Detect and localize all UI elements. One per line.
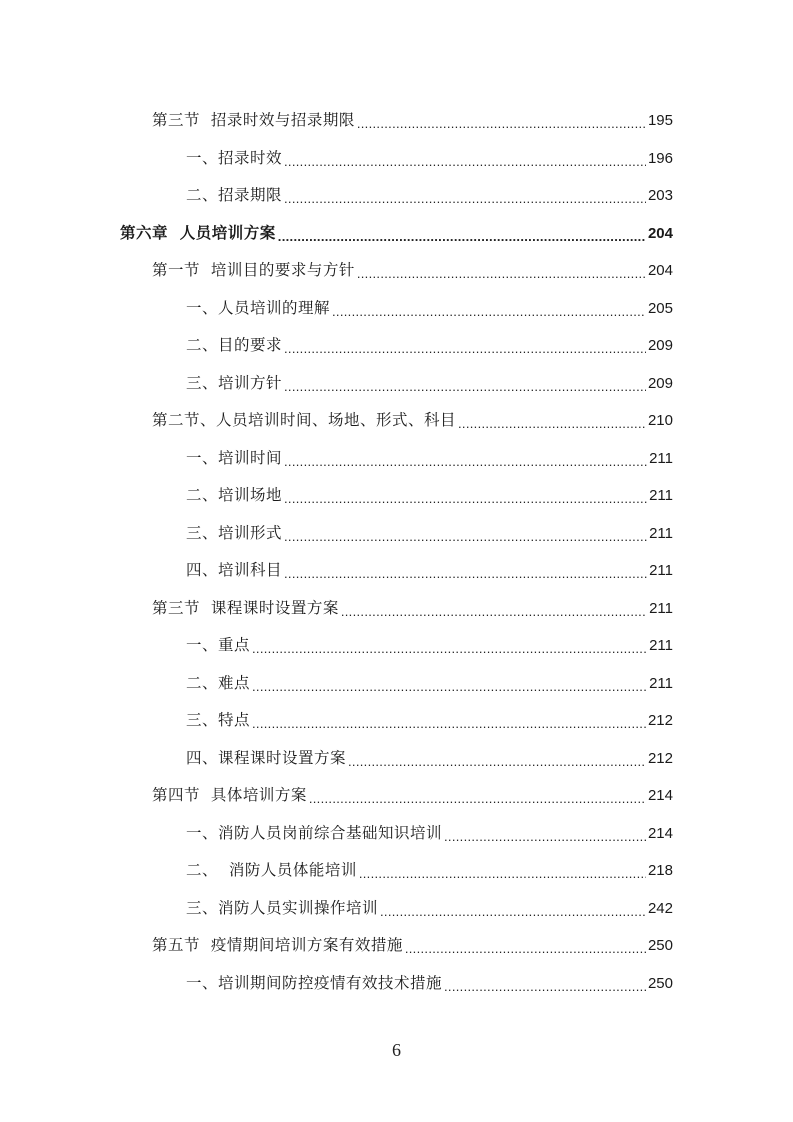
toc-entry-title: 二、培训场地	[186, 486, 283, 504]
toc-entry-page: 195	[647, 112, 673, 130]
toc-entry-page: 214	[647, 824, 673, 842]
toc-entry-subsection[interactable]	[0, 890, 793, 928]
toc-entry-page: 211	[649, 487, 673, 505]
dot-leader	[284, 455, 647, 468]
toc-entry-title: 三、特点	[186, 711, 251, 729]
dot-leader	[284, 342, 646, 355]
toc-entry-page: 211	[649, 449, 673, 467]
dot-leader	[252, 680, 647, 693]
dot-leader	[341, 605, 647, 618]
toc-entry-page: 212	[647, 749, 673, 767]
toc-entry-title: 一、招录时效	[186, 148, 283, 167]
dot-leader	[405, 942, 646, 955]
dot-leader	[309, 792, 646, 805]
toc-entry-section[interactable]	[0, 102, 793, 140]
dot-leader	[284, 155, 646, 168]
dot-leader	[278, 230, 646, 243]
dot-leader	[284, 380, 646, 393]
toc-entry-title: 一、人员培训的理解	[186, 298, 331, 317]
table-of-contents	[0, 102, 793, 1002]
toc-entry-page: 214	[647, 787, 673, 805]
toc-entry-subsection[interactable]	[0, 552, 793, 590]
toc-entry-title: 四、培训科目	[186, 561, 283, 579]
toc-entry-title: 二、目的要求	[186, 336, 283, 354]
toc-entry-section[interactable]	[0, 777, 793, 815]
dot-leader	[252, 642, 647, 655]
toc-entry-subsection[interactable]	[0, 965, 793, 1003]
toc-entry-subsection[interactable]	[0, 327, 793, 365]
toc-entry-chapter[interactable]	[0, 215, 793, 253]
toc-entry-subsection[interactable]	[0, 365, 793, 403]
toc-entry-title: 二、难点	[186, 673, 251, 692]
toc-entry-section[interactable]	[0, 590, 793, 628]
dot-leader	[444, 980, 646, 993]
dot-leader	[284, 192, 646, 205]
toc-entry-title: 三、培训方针	[186, 373, 283, 392]
toc-entry-page: 250	[647, 974, 673, 992]
toc-entry-section[interactable]	[0, 252, 793, 290]
toc-entry-subsection[interactable]	[0, 515, 793, 553]
toc-entry-page: 218	[647, 862, 673, 880]
toc-entry-page: 204	[647, 262, 673, 280]
dot-leader	[359, 867, 646, 880]
toc-entry-subsection[interactable]	[0, 140, 793, 178]
toc-entry-title: 二、招录期限	[186, 186, 283, 204]
toc-entry-page: 196	[647, 149, 673, 167]
dot-leader	[357, 117, 646, 130]
toc-entry-section[interactable]	[0, 402, 793, 440]
toc-entry-subsection[interactable]	[0, 702, 793, 740]
dot-leader	[284, 567, 647, 580]
toc-entry-title: 一、重点	[186, 636, 251, 654]
dot-leader	[458, 417, 646, 430]
toc-entry-page: 250	[647, 937, 673, 955]
toc-entry-title: 第五节 疫情期间培训方案有效措施	[152, 936, 403, 954]
toc-entry-title: 第六章 人员培训方案	[120, 223, 276, 242]
toc-entry-title: 第一节 培训目的要求与方针	[152, 261, 355, 279]
toc-entry-page: 209	[647, 337, 673, 355]
toc-entry-subsection[interactable]	[0, 477, 793, 515]
toc-entry-page: 209	[647, 374, 673, 392]
toc-entry-page: 211	[649, 674, 673, 692]
dot-leader	[444, 830, 646, 843]
toc-entry-page: 204	[647, 224, 673, 242]
toc-entry-subsection[interactable]	[0, 852, 793, 890]
toc-entry-title: 一、消防人员岗前综合基础知识培训	[186, 823, 443, 842]
toc-entry-subsection[interactable]	[0, 815, 793, 853]
toc-entry-title: 四、课程课时设置方案	[186, 748, 347, 767]
toc-entry-subsection[interactable]	[0, 740, 793, 778]
toc-entry-page: 242	[647, 899, 673, 917]
toc-entry-title: 二、 消防人员体能培训	[186, 861, 357, 879]
dot-leader	[284, 530, 647, 543]
toc-entry-page: 211	[649, 599, 673, 617]
toc-entry-page: 211	[649, 524, 673, 542]
toc-entry-subsection[interactable]	[0, 290, 793, 328]
toc-entry-subsection[interactable]	[0, 627, 793, 665]
toc-entry-section[interactable]	[0, 927, 793, 965]
toc-entry-page: 211	[649, 637, 673, 655]
dot-leader	[284, 492, 647, 505]
toc-entry-title: 第二节、人员培训时间、场地、形式、科目	[152, 411, 457, 429]
dot-leader	[357, 267, 646, 280]
toc-entry-page: 211	[649, 562, 673, 580]
dot-leader	[348, 755, 646, 768]
toc-entry-subsection[interactable]	[0, 177, 793, 215]
toc-entry-title: 三、培训形式	[186, 523, 283, 542]
toc-entry-title: 一、培训时间	[186, 448, 283, 467]
toc-entry-subsection[interactable]	[0, 665, 793, 703]
dot-leader	[252, 717, 646, 730]
toc-entry-page: 212	[647, 712, 673, 730]
toc-entry-page: 203	[647, 187, 673, 205]
page-number: 6	[392, 1040, 401, 1060]
dot-leader	[332, 305, 646, 318]
toc-entry-title: 一、培训期间防控疫情有效技术措施	[186, 973, 443, 992]
toc-entry-page: 205	[647, 299, 673, 317]
toc-entry-title: 第四节 具体培训方案	[152, 786, 307, 804]
toc-entry-page: 210	[647, 412, 673, 430]
toc-entry-title: 第三节 课程课时设置方案	[152, 598, 339, 617]
dot-leader	[380, 905, 646, 918]
toc-entry-title: 第三节 招录时效与招录期限	[152, 111, 355, 129]
toc-entry-subsection[interactable]	[0, 440, 793, 478]
toc-entry-title: 三、消防人员实训操作培训	[186, 898, 379, 917]
